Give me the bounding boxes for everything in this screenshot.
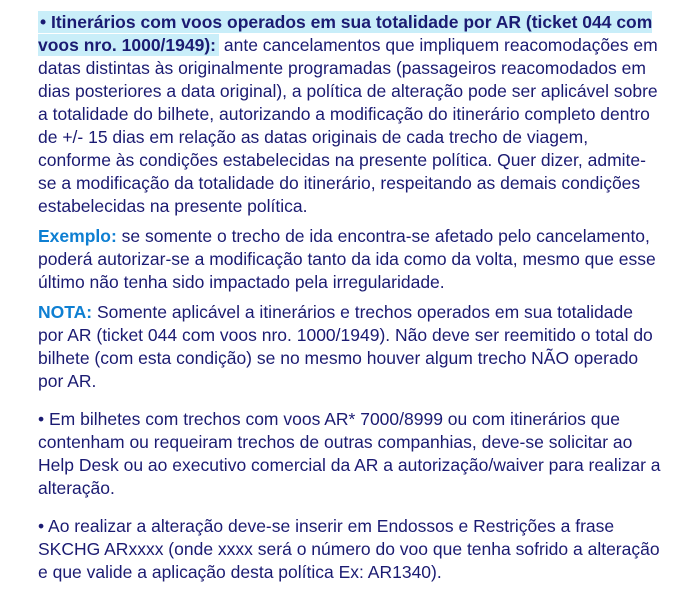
bullet-paragraph-endorsements: • Ao realizar a alteração deve-se inserir em Endossos e Restrições a frase SKCHG ARxxxx (onde xxxx será o número do voo que tenha sofrido a alteração e que valide a aplicação desta política Ex: AR1340). xyxy=(38,516,660,582)
nota-paragraph xyxy=(38,301,662,393)
policy-paragraph-main xyxy=(38,11,662,218)
example-text: se somente o trecho de ida encontra-se afetado pelo cancelamento, poderá autorizar-se a modificação tanto da ida como da volta, mesmo que esse último não tenha sido impactado pela irregularidade. xyxy=(38,226,656,292)
nota-label: NOTA: xyxy=(38,302,93,322)
bullet-paragraph-other-carriers: • Em bilhetes com trechos com voos AR* 7000/8999 ou com itinerários que contenham ou requeiram trechos de outras companhias, deve-se solicitar ao Help Desk ou ao executivo comercial da AR a autorização/waiver para realizar a alteração. xyxy=(38,409,661,498)
example-label: Exemplo: xyxy=(38,226,117,246)
example-paragraph xyxy=(38,225,662,294)
policy-paragraph-main-text: ante cancelamentos que impliquem reacomodações em datas distintas às originalmente programadas (passageiros reacomodados em dias posteriores a data original), a política de alteração pode ser aplicável sobre a totalidade do bilhete, autorizando a modificação do itinerário completo dentro de +/- 15 dias em relação as datas originais de cada trecho de viagem, conforme às condições estabelecidas na presente política. Quer dizer, admite-se a modificação da totalidade do itinerário, respeitando as demais condições estabelecidas na presente política. xyxy=(38,35,658,216)
policy-heading-highlight: • Itinerários com voos operados em sua totalidade por AR (ticket 044 com voos nro. 1000/1949): xyxy=(38,12,653,55)
nota-text: Somente aplicável a itinerários e trechos operados em sua totalidade por AR (ticket 044 com voos nro. 1000/1949). Não deve ser reemitido o total do bilhete (com esta condição) se no mesmo houver algum trecho NÃO operado por AR. xyxy=(38,302,653,391)
